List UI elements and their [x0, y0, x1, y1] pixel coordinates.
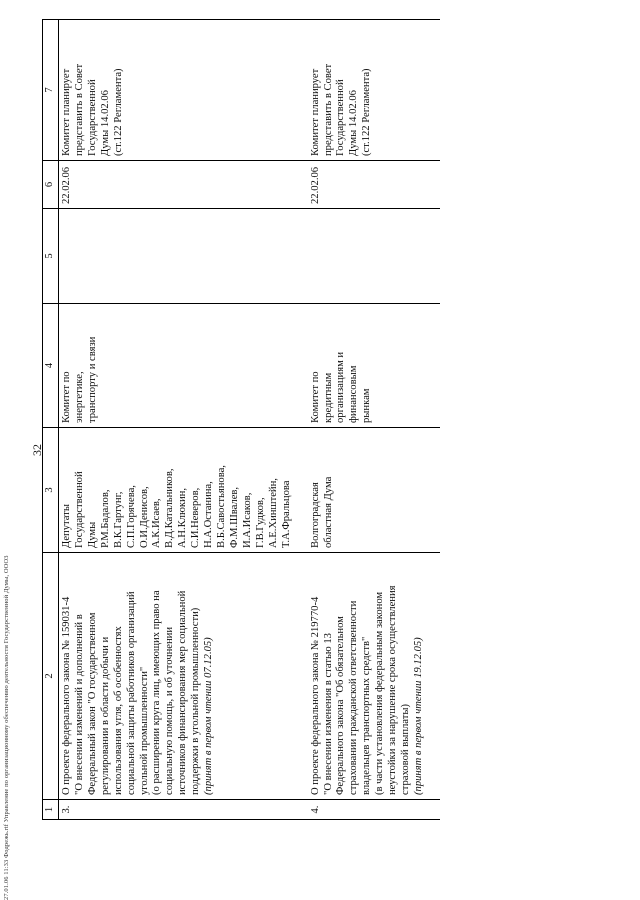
row-number: 4.: [308, 800, 440, 820]
row-number: 3.: [59, 800, 308, 820]
committee-line: энергетике,: [73, 371, 85, 423]
bill-description-line: О проекте федерального закона № 219770-4: [309, 596, 321, 795]
author-line: Н.А.Останина,: [203, 481, 215, 548]
bill-description-line: социальной защиты работников организаций: [125, 591, 137, 795]
column-header: 4: [43, 304, 59, 428]
bill-description-line: источников финансирования мер социальной: [177, 590, 189, 795]
column-5-cell: [308, 209, 440, 304]
bill-description: [59, 553, 308, 800]
bill-description-line: О проекте федерального закона № 159031-4: [61, 596, 72, 795]
author-line: И.А.Исаков,: [241, 492, 253, 548]
column-5-cell: [59, 209, 308, 304]
bill-authors: [308, 428, 440, 553]
author-line: Депутаты: [61, 504, 72, 548]
bill-description-line: угольной промышленности": [138, 666, 150, 795]
table-header-row: [43, 20, 59, 820]
remark-line: Думы 14.02.06: [99, 90, 111, 156]
remark-line: представить в Совет: [73, 63, 85, 156]
consideration-date: 22.02.06: [59, 161, 308, 209]
consideration-date: 22.02.06: [308, 161, 440, 209]
author-line: А.Е.Хинштейн,: [267, 478, 279, 548]
bills-table: [42, 19, 440, 820]
bill-description-line: Федерального закона "Об обязательном: [335, 616, 347, 795]
responsible-committee: [59, 304, 308, 428]
committee-line: рынкам: [361, 388, 373, 423]
page-number: 32: [30, 444, 44, 456]
author-line: Думы: [86, 521, 98, 548]
author-line: Государственной: [73, 471, 85, 548]
committee-remark: [308, 20, 440, 161]
column-header: 5: [43, 209, 59, 304]
bill-description: [308, 553, 440, 800]
column-header: 7: [43, 20, 59, 161]
reading-status-note: (принят в первом чтении 07.12.05): [203, 637, 215, 795]
author-line: А.К.Исаев,: [151, 498, 163, 548]
remark-line: Комитет планирует: [309, 68, 321, 156]
remark-line: (ст.122 Регламента): [361, 68, 373, 156]
page-footer: 27.01.06 11:33 Фодрежь.rtf Управление по организационному обеспечению деятельности Государственной Думы, ООО3: [3, 555, 10, 900]
bill-description-line: поддержки в угольной промышленности): [190, 607, 202, 795]
committee-line: Комитет по: [61, 371, 72, 423]
author-line: В.Б.Савостьянова,: [216, 465, 228, 548]
column-header: 6: [43, 161, 59, 209]
bill-description-line: страховой выплаты): [400, 704, 412, 795]
bill-description-line: (о расширении круга лиц, имеющих право на: [151, 590, 163, 795]
column-header: 2: [43, 553, 59, 800]
author-line: В.Д.Катальников,: [164, 468, 176, 548]
author-line: Т.А.Фральцова: [280, 480, 292, 548]
remark-line: Государственной: [86, 79, 98, 156]
author-line: областная Дума: [322, 476, 334, 548]
table-row: [308, 20, 440, 820]
bill-description-line: "О внесении изменения в статью 13: [322, 633, 334, 795]
committee-remark: [59, 20, 308, 161]
committee-line: организациям и: [335, 351, 347, 423]
remark-line: Думы 14.02.06: [348, 90, 360, 156]
committee-line: Комитет по: [309, 371, 321, 423]
author-line: Р.М.Бадалов,: [99, 489, 111, 548]
committee-line: кредитным: [322, 372, 334, 423]
committee-line: транспорту и связи: [86, 336, 98, 423]
table-row: [59, 20, 308, 820]
author-line: Г.В.Гудков,: [254, 497, 266, 548]
bill-description-line: социальную помощь, и об уточнении: [164, 627, 176, 795]
remark-line: представить в Совет: [322, 63, 334, 156]
bill-description-line: владельцев транспортных средств": [361, 636, 373, 795]
bill-description-line: (в части установления федеральным законом: [374, 591, 386, 795]
bill-description-line: "О внесении изменений и дополнений в: [73, 614, 85, 795]
committee-line: финансовым: [348, 365, 360, 423]
responsible-committee: [308, 304, 440, 428]
column-header: 3: [43, 428, 59, 553]
author-line: В.К.Гартунг,: [112, 491, 124, 548]
bill-description-line: Федеральный закон "О государственном: [86, 612, 98, 795]
bill-description-line: использования угля, об особенностях: [112, 626, 124, 795]
bill-authors: [59, 428, 308, 553]
bill-description-line: регулировании в области добычи и: [99, 636, 111, 795]
author-line: О.И.Денисов,: [138, 486, 150, 548]
author-line: А.Н.Клюкин,: [177, 488, 189, 548]
remark-line: (ст.122 Регламента): [112, 68, 124, 156]
remark-line: Государственной: [335, 79, 347, 156]
bill-description-line: неустойки за нарушение срока осуществления: [387, 585, 399, 795]
remark-line: Комитет планирует: [61, 68, 72, 156]
author-line: С.П.Горячева,: [125, 485, 137, 548]
bill-description-line: страховании гражданской ответственности: [348, 600, 360, 795]
author-line: Волгоградская: [309, 482, 321, 548]
reading-status-note: (принят в первом чтении 19.12.05): [412, 637, 424, 795]
author-line: Ф.М.Швалев,: [228, 486, 240, 548]
author-line: С.И.Неверов,: [190, 487, 202, 548]
column-header: 1: [43, 800, 59, 820]
